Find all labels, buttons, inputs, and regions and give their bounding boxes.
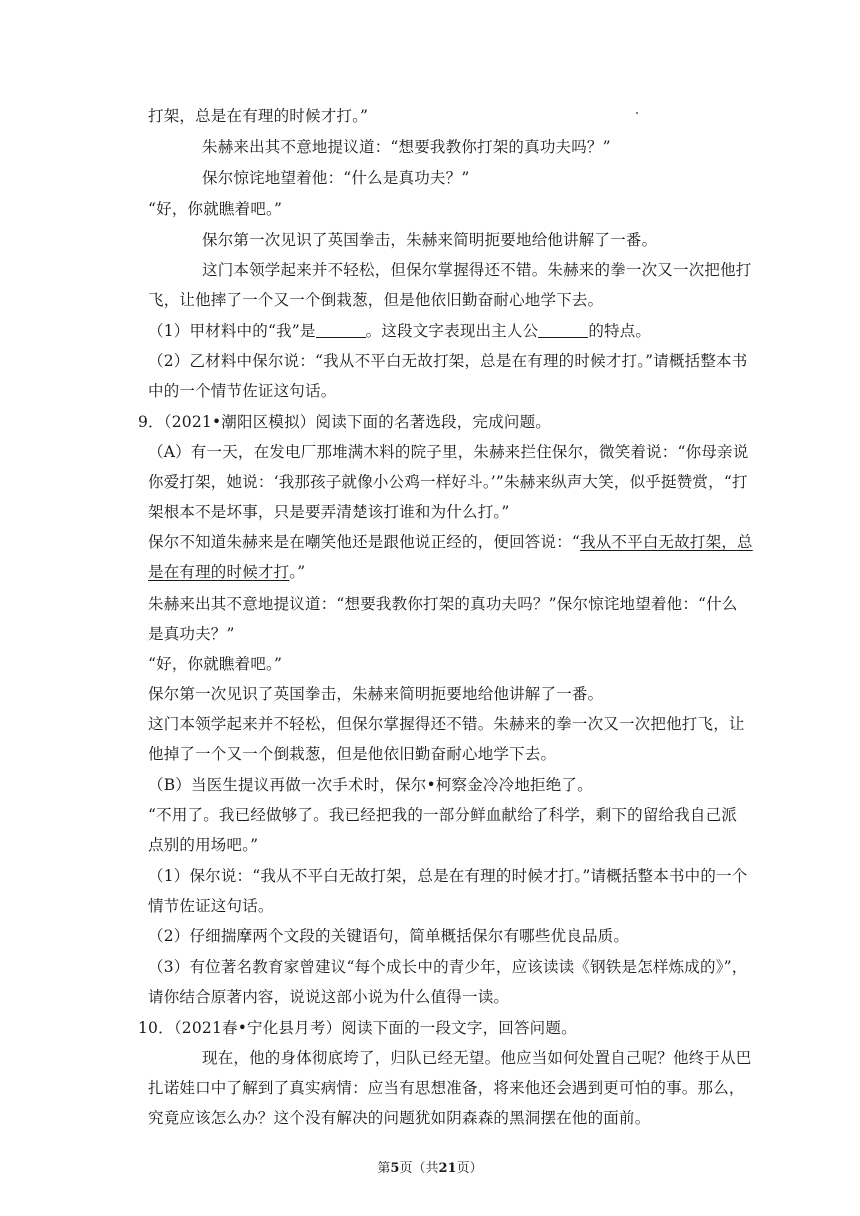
text-line: 保尔惊诧地望着他：“什么是真功夫？”: [202, 169, 470, 187]
question-text: 的特点。: [588, 322, 652, 340]
text-line: 飞，让他摔了一个又一个倒栽葱，但是他依旧勤奋耐心地学下去。: [148, 291, 604, 309]
text-line: 扎诺娃口中了解到了真实病情：应当有思想准备，将来他还会遇到更可怕的事。那么，: [148, 1079, 745, 1097]
text-line: 朱赫来出其不意地提议道：“想要我教你打架的真功夫吗？”: [202, 138, 611, 156]
text-line: [148, 532, 753, 552]
text-line: 保尔第一次见识了英国拳击，朱赫来简明扼要地给他讲解了一番。: [148, 685, 604, 703]
text-line: 情节佐证这句话。: [148, 897, 274, 915]
text-line: 现在，他的身体彻底垮了，归队已经无望。他应当如何处置自己呢？他终于从巴: [202, 1049, 752, 1067]
question-heading: 9．（2021•潮阳区模拟）阅读下面的名著选段，完成问题。: [138, 413, 552, 431]
text-line: [148, 562, 738, 582]
underlined-text: 我从不平白无故打架，总: [580, 533, 753, 551]
underlined-text: 是在有理的时候才打: [148, 563, 290, 581]
question-line: [148, 321, 738, 341]
text-span: 。”: [289, 563, 306, 581]
question-text: （1）甲材料中的“我”是: [148, 322, 316, 340]
text-line: 这门本领学起来并不轻松，但保尔掌握得还不错。朱赫来的拳一次又一次把他打: [202, 261, 752, 279]
answer-blank: [316, 323, 366, 338]
text-line: 你爱打架，她说：‘我那孩子就像小公鸡一样好斗。’”朱赫来纵声大笑，似乎挺赞赏，“打: [148, 473, 748, 491]
text-line: 是真功夫？”: [148, 625, 235, 643]
text-line: 中的一个情节佐证这句话。: [148, 382, 337, 400]
text-line: （3）有位著名教育家曾建议“每个成长中的青少年，应该读读《钢铁是怎样炼成的》”，: [148, 958, 748, 976]
page-number: 5: [390, 1161, 400, 1176]
text-line: 请你结合原著内容，说说这部小说为什么值得一读。: [148, 988, 510, 1006]
text-line: （B）当医生提议再做一次手术时，保尔•柯察金冷冷地拒绝了。: [148, 776, 593, 794]
text-line: “好，你就瞧着吧。”: [148, 200, 283, 218]
text-line: （2）仔细揣摩两个文段的关键语句，简单概括保尔有哪些优良品质。: [148, 927, 630, 945]
footer-text: 页）: [456, 1161, 483, 1176]
text-line: （A）有一天，在发电厂那堆满木料的院子里，朱赫来拦住保尔，微笑着说：“你母亲说: [148, 443, 749, 461]
page-footer: [0, 1160, 860, 1178]
text-line: 朱赫来出其不意地提议道：“想要我教你打架的真功夫吗？”保尔惊诧地望着他：“什么: [148, 595, 738, 613]
text-line: 架根本不是坏事，只是要弄清楚该打谁和为什么打。”: [148, 503, 510, 521]
question-text: 。这段文字表现出主人公: [365, 322, 539, 340]
text-line: （2）乙材料中保尔说：“我从不平白无故打架，总是在有理的时候才打。”请概括整本书: [148, 352, 748, 370]
question-heading: 10．（2021春•宁化县月考）阅读下面的一段文字，回答问题。: [138, 1019, 577, 1037]
text-span: 保尔不知道朱赫来是在嘲笑他还是跟他说正经的，便回答说：“: [148, 533, 581, 551]
text-line: 点别的用场吧。”: [148, 836, 259, 854]
footer-text: 页（共: [399, 1161, 439, 1176]
text-line: 保尔第一次见识了英国拳击，朱赫来简明扼要地给他讲解了一番。: [202, 231, 658, 249]
text-line: 打架，总是在有理的时候才打。”: [148, 107, 369, 125]
text-line: “不用了。我已经做够了。我已经把我的一部分鲜血献给了科学，剩下的留给我自己派: [148, 806, 738, 824]
total-pages: 21: [438, 1161, 457, 1176]
text-line: 他掉了一个又一个倒栽葱，但是他依旧勤奋耐心地学下去。: [148, 745, 557, 763]
text-line: （1）保尔说：“我从不平白无故打架，总是在有理的时候才打。”请概括整本书中的一个: [148, 867, 748, 885]
text-line: 这门本领学起来并不轻松，但保尔掌握得还不错。朱赫来的拳一次又一次把他打飞，让: [148, 715, 745, 733]
text-line: 究竟应该怎么办？这个没有解决的问题犹如阴森森的黑洞摆在他的面前。: [148, 1109, 651, 1127]
footer-text: 第: [377, 1161, 391, 1176]
text-line: “好，你就瞧着吧。”: [148, 655, 283, 673]
answer-blank: [538, 323, 588, 338]
